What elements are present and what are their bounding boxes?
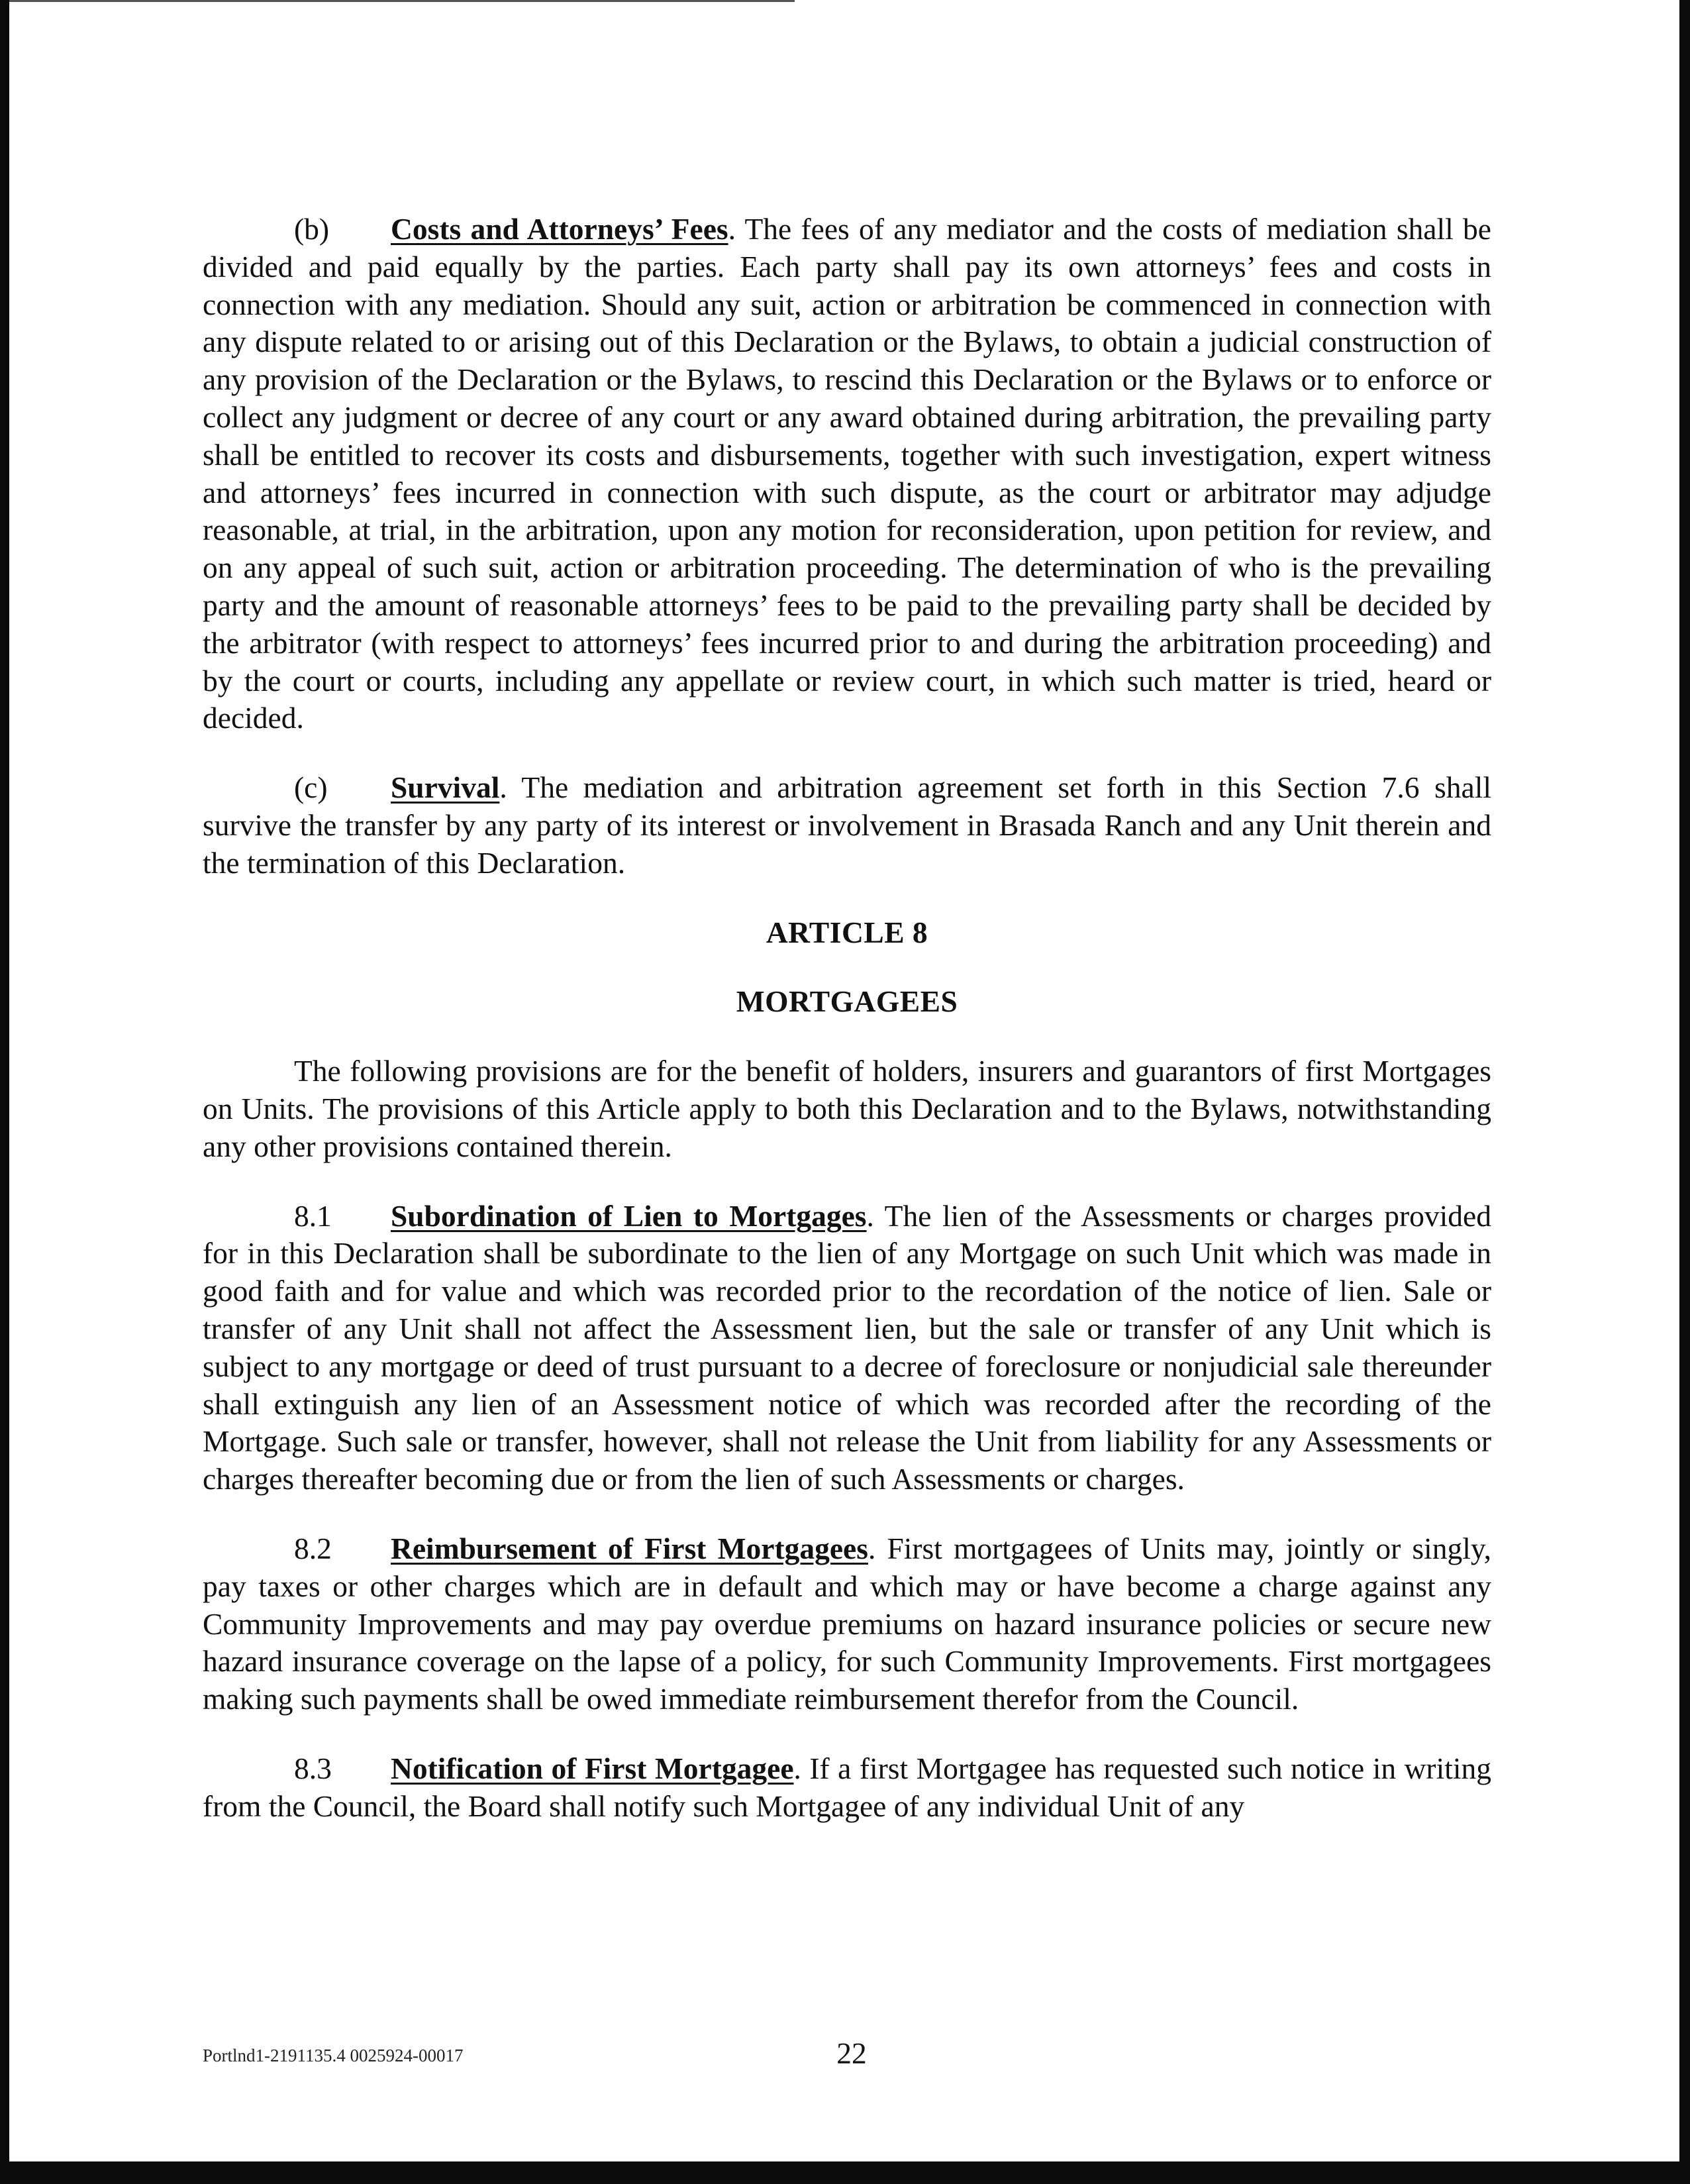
article-intro-paragraph: The following provisions are for the benefit of holders, insurers and guarantors of first Mortgages on Units. The provisions of this Article apply to both this Declaration and to the Bylaws, notwithstanding any other provisions contained therein. <box>203 1054 1491 1163</box>
article-number: ARTICLE 8 <box>766 915 928 949</box>
scan-right-border <box>1679 0 1690 2184</box>
section-number: 8.2 <box>294 1531 332 1565</box>
paragraph-survival <box>203 769 1491 882</box>
paragraph-8-2 <box>203 1530 1491 1718</box>
section-text: . The mediation and arbitration agreement set forth in this Section 7.6 shall survive the transfer by any party of its interest or involvement in Brasada Ranch and any Unit therein and the termination of this Declaration. <box>203 770 1491 880</box>
paragraph-8-3 <box>203 1750 1491 1826</box>
article-title: MORTGAGEES <box>736 984 958 1019</box>
section-text: . The fees of any mediator and the costs of mediation shall be divided and paid equally by the parties. Each party shall pay its own attorneys’ fees and costs in connection with any mediation. Should any suit, action or arbitration be commenced in connection with any dispute related to or arising out of this Declaration or the Bylaws, to obtain a judicial construction of any provision of the Declaration or the Bylaws, to rescind this Declaration or the Bylaws or to enforce or collect any judgment or decree of any court or any award obtained during arbitration, the prevailing party shall be entitled to recover its costs and disbursements, together with such investigation, expert witness and attorneys’ fees incurred in connection with such dispute, as the court or arbitrator may adjudge reasonable, at trial, in the arbitration, upon any motion for reconsideration, upon petition for review, and on any appeal of such suit, action or arbitration proceeding. The determination of who is the prevailing party and the amount of reasonable attorneys’ fees to be paid to the prevailing party shall be decided by the arbitrator (with respect to attorneys’ fees incurred prior to and during the arbitration proceeding) and by the court or courts, including any appellate or review court, in which such matter is tried, heard or decided. <box>203 212 1491 735</box>
section-heading: Reimbursement of First Mortgagees <box>391 1531 868 1565</box>
section-number: 8.3 <box>294 1751 332 1785</box>
section-number: (b) <box>294 212 330 246</box>
section-text: . First mortgagees of Units may, jointly or singly, pay taxes or other charges which are in default and which may or have become a charge against any Community Improvements and may pay overdue premiums on hazard insurance policies or secure new hazard insurance coverage on the lapse of a policy, for such Community Improvements. First mortgagees making such payments shall be owed immediate reimbursement therefor from the Council. <box>203 1531 1492 1716</box>
scan-top-edge <box>0 0 795 2</box>
scan-left-border <box>0 0 9 2184</box>
section-heading: Survival <box>391 770 500 805</box>
section-number: (c) <box>294 770 328 805</box>
scan-bottom-border <box>0 2161 1690 2184</box>
section-heading: Costs and Attorneys’ Fees <box>391 212 728 246</box>
paragraph-8-1 <box>203 1198 1491 1498</box>
document-body <box>203 211 1491 1857</box>
paragraph-costs-and-fees <box>203 211 1491 737</box>
section-text: . If a first Mortgagee has requested such notice in writing from the Council, the Board shall notify such Mortgagee of any individual Unit of any <box>203 1751 1491 1823</box>
section-heading: Subordination of Lien to Mortgages <box>391 1198 867 1233</box>
section-number: 8.1 <box>294 1198 332 1233</box>
section-heading: Notification of First Mortgagee <box>391 1751 794 1785</box>
page-number: 22 <box>836 2036 867 2070</box>
document-id: Portlnd1-2191135.4 0025924-00017 <box>203 2046 464 2065</box>
section-text: . The lien of the Assessments or charges provided for in this Declaration shall be subordinate to the lien of any Mortgage on such Unit which was made in good faith and for value and which was recorded prior to the recordation of the notice of lien. Sale or transfer of any Unit shall not affect the Assessment lien, but the sale or transfer of any Unit which is subject to any mortgage or deed of trust pursuant to a decree of foreclosure or nonjudicial sale thereunder shall extinguish any lien of an Assessment notice of which was recorded after the recording of the Mortgage. Such sale or transfer, however, shall not release the Unit from liability for any Assessments or charges thereafter becoming due or from the lien of such Assessments or charges. <box>203 1198 1492 1496</box>
